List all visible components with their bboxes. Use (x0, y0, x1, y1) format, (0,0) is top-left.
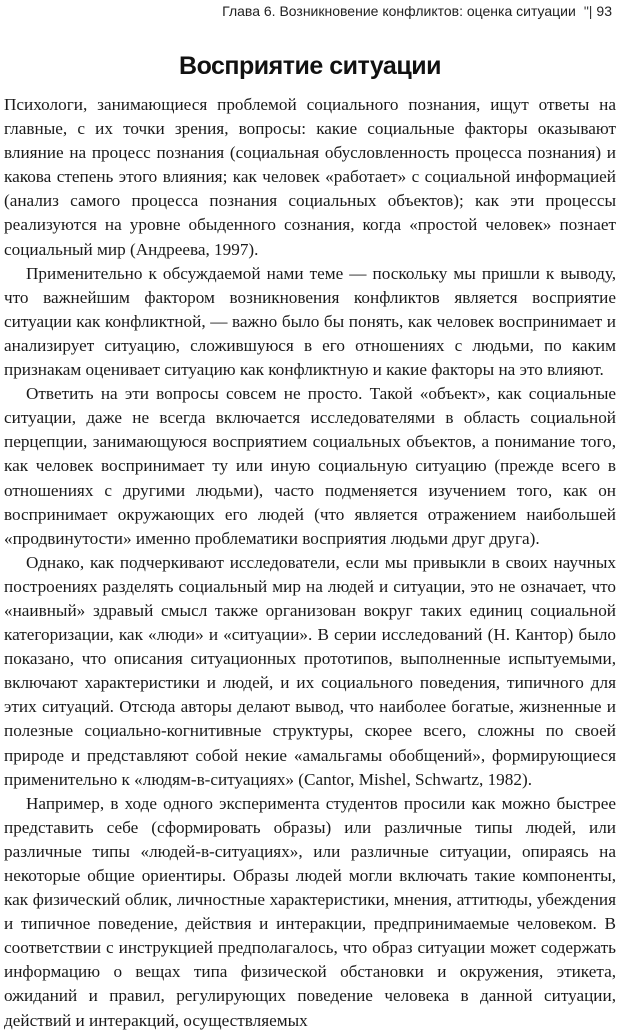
paragraph-4: Однако, как подчеркивают исследователи, если мы привыкли в своих научных построениях разделять социальный мир на людей и ситуации, это не означает, что «наивный» здравый смысл также организован вокруг таких единиц социальной категоризации, как «люди» и «ситуации». В серии исследований (Н. Кантор) было показано, что описания ситуационных прототипов, выполненные испытуемыми, включают характеристики и людей, и их социального поведения, типичного для этих ситуаций. Отсюда авторы делают вывод, что наиболее богатые, жизненные и полезные социально-когнитивные структуры, скорее всего, сложны по своей природе и представляют собой некие «амальгамы обобщений», формирующиеся применительно к «людям-в-ситуациях» (Cantor, Mishel, Schwartz, 1982). (4, 552, 616, 789)
paragraph-2: Применительно к обсуждаемой нами теме — поскольку мы пришли к выводу, что важнейшим фактором возникновения конфликтов является восприятие ситуации как конфликтной, — важно было бы понять, как человек воспринимает и анализирует ситуацию, сложившуюся в его отношениях с людьми, по каким признакам оценивает ситуацию как конфликтную и какие факторы на это влияют. (4, 263, 616, 380)
header-separator: "| (583, 3, 593, 19)
paragraph-5: Например, в ходе одного эксперимента студентов просили как можно быстрее представить себе (сформировать образы) или различные типы людей, или различные типы «людей-в-ситуациях», или различные ситуации, опираясь на некоторые общие ориентиры. Образы людей могли включать такие компоненты, как физический облик, личностные характеристики, мнения, аттитюды, убеждения и типичное поведение, действия и интеракции, предпринимаемые человеком. В соответствии с инструкцией предполагалось, что образ ситуации может содержать информацию о вещах типа физической обстановки и окружения, этикета, ожиданий и правил, регулирующих поведение человека в данной ситуации, действий и интеракций, осуществляемых (4, 793, 616, 1030)
section-title: Восприятие ситуации (179, 52, 441, 80)
paragraph-3: Ответить на эти вопросы совсем не просто. Такой «объект», как социальные ситуации, даже не всегда включается исследователями в область социальной перцепции, занимающуюся восприятием социальных объектов, а понимание того, как человек воспринимает ту или иную социальную ситуацию (прежде всего в отношениях с другими людьми), часто подменяется изучением того, как он воспринимает окружающих его людей (что является отражением наибольшей «продвинутости» именно проблематики восприятия людьми друг друга). (4, 384, 616, 548)
body-text (4, 93, 616, 1033)
running-title: Глава 6. Возникновение конфликтов: оценка ситуации (222, 3, 576, 19)
running-header (222, 2, 612, 20)
paragraph-1: Психологи, занимающиеся проблемой социального познания, ищут ответы на главные, с их точки зрения, вопросы: какие социальные факторы оказывают влияние на процесс познания (социальная обусловленность процесса познания) и какова степень этого влияния; как человек «работает» с социальной информацией (анализ самого процесса познания социальных объектов); как эти процессы реализуются на уровне обыденного сознания, когда «простой человек» познает социальный мир (Андреева, 1997). (4, 95, 616, 259)
page-number: 93 (596, 3, 612, 19)
